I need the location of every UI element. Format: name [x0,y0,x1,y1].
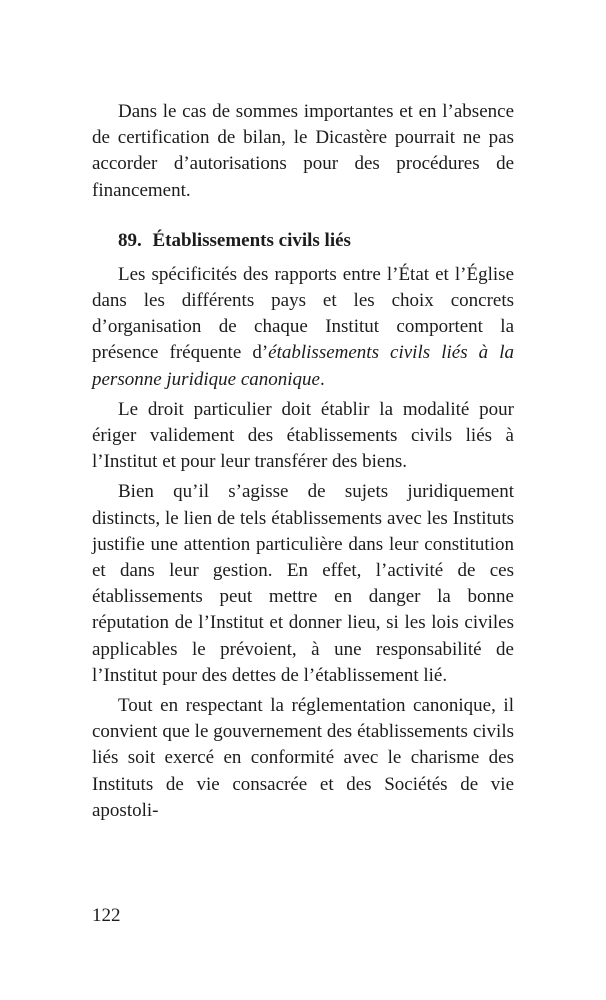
paragraph-1-end: . [319,368,325,390]
page-body [92,99,514,828]
page-number: 122 [92,905,121,926]
section-heading [92,228,514,254]
paragraph-1-text: Les spécificités des rapports entre l’État et l’Église dans les différents pays et les choix concrets d’organisation de chaque Institut comportent la présence fréquente d’ [92,263,514,364]
paragraph-3: Bien qu’il s’agisse de sujets juridiquement distincts, le lien de tels établissements avec les Instituts justifie une attention particulière dans leur constitution et dans leur gestion. En effet, l’activité de ces établissements peut mettre en danger la bonne réputation de l’Institut et donner lieu, si les lois civiles applicables le prévoient, à une responsabilité de l’Institut pour des dettes de l’établissement lié. [92,481,514,686]
paragraph-4: Tout en respectant la réglementation canonique, il convient que le gouvernement des établissements civils liés soit exercé en conformité avec le charisme des Instituts de vie consacrée et des Sociétés de vie apostoli- [92,695,514,821]
section-title: Établissements civils liés [152,229,351,251]
intro-paragraph: Dans le cas de sommes importantes et en l’absence de certification de bilan, le Dicastère pourrait ne pas accorder d’autorisations pour des procédures de financement. [92,101,514,201]
paragraph-2: Le droit particulier doit établir la modalité pour ériger validement des établissements civils liés à l’Institut et pour leur transférer des biens. [92,398,514,473]
paragraph-1-italic-text: établissements civils liés à la personne juridique canonique [92,342,515,390]
paragraph-1 [92,262,514,393]
section-number: 89. [118,229,142,251]
